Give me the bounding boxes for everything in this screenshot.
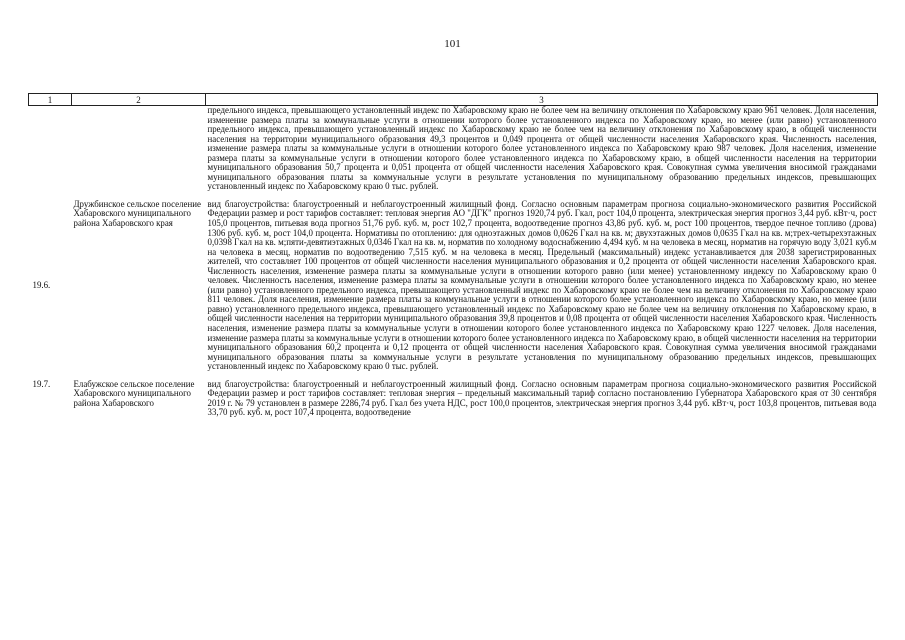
column-header-1: 1 xyxy=(29,94,72,106)
row-number: 19.7. xyxy=(32,378,51,389)
regulation-table xyxy=(28,93,878,418)
table-row xyxy=(29,380,878,418)
municipality-name: Дружбинское сельское поселение Хабаровского муниципального района Хабаровского края xyxy=(73,198,201,229)
row-description: предельного индекса, превышающего установленный индекс по Хабаровскому краю не более чем на величину отклонения по Хабаровскому краю 961 человек. Доля населения, изменение размера платы за коммунальные услуги в отношении которого более установленного индекса по Хабаровскому краю, но менее (или равно) установленного предельного индекса, превышающего установленный индекс по Хабаровскому краю не более чем на величину отклонения по Хабаровскому краю, в общей численности населения на территории муниципального образования 49,3 процентов и 0,049 процента от общей численности населения Хабаровского края. Численность населения, изменение размера платы за коммунальные услуги в отношении которого более установленного индекса по Хабаровскому краю 987 человек. Доля населения, изменение размера платы за коммунальные услуги в отношении которого более установленного индекса по Хабаровскому краю, в общей численности населения на территории муниципального образования 50,7 процента и 0,051 процента от общей численности населения Хабаровского края. Совокупная сумма увеличения вносимой гражданами муниципального образования платы за коммунальные услуги в результате установления по муниципальному образованию предельных индексов, превышающих установленный индекс по Хабаровскому краю 0 тыс. рублей. xyxy=(207,105,877,192)
column-header-3: 3 xyxy=(206,94,878,106)
table-row xyxy=(29,200,878,372)
row-description: вид благоустройства: благоустроенный и неблагоустроенный жилищный фонд. Согласно основным параметрам прогноза социально-экономического развития Российской Федерации размер и рост тарифов составляет: тепловая энергия – предельный максимальный тариф согласно постановлению Губернатора Хабаровского края от 30 сентября 2019 г. № 79 установлен в размере 2286,74 руб. Гкал без учета НДС, рост 100,0 процентов, электрическая энергия прогноз 3,44 руб. кВт·ч, рост 103,8 процентов, питьевая вода 33,70 руб. куб. м, рост 107,4 процента, водоотведение xyxy=(207,378,877,418)
table-row xyxy=(29,106,878,192)
municipality-name: Елабужское сельское поселение Хабаровского муниципального района Хабаровского xyxy=(73,378,195,408)
row-description: вид благоустройства: благоустроенный и неблагоустроенный жилищный фонд. Согласно основным параметрам прогноза социально-экономического развития Российской Федерации размер и рост тарифов составляет: тепловая энергия АО "ДГК" прогноз 1920,74 руб. Гкал, рост 104,0 процента, электрическая энергия прогноз 3,44 руб. кВт·ч, рост 105,0 процентов, питьевая вода прогноз 51,76 руб. куб. м, рост 102,7 процента, водоотведение прогноз 43,86 руб. куб. м, рост 100 процентов, твердое печное топливо (дрова) 1306 руб. куб. м, рост 104,0 процента. Нормативы по отоплению: для одноэтажных домов 0,0626 Гкал на кв. м; двухэтажных домов 0,0635 Гкал на кв. м;трех-четырехэтажных 0,0398 Гкал на кв. м;пяти-девятиэтажных 0,0346 Гкал на кв. м, норматив по холодному водоснабжению 4,494 куб. м на человека в месяц, норматив на горячую воду 3,021 куб.м на человека в месяц, норматив по водоотведению 7,515 куб. м на человека в месяц. Предельный (максимальный) индекс устанавливается для 2038 зарегистрированных жителей, что составляет 100 процентов от общей численности населения муниципального образования и 0,2 процента от общей численности населения Хабаровского края. Численность населения, изменение размера платы за коммунальные услуги в отношении которого равно (или менее) установленному индексу по Хабаровскому краю 0 человек. Численность населения, изменение размера платы за коммунальные услуги в отношении которого более установленного индекса по Хабаровскому краю, но менее (или равно) установленного предельного индекса, превышающего установленный индекс по Хабаровскому краю не более чем на величину отклонения по Хабаровскому краю 811 человек. Доля населения, изменение размера платы за коммунальные услуги в отношении которого более установленного индекса по Хабаровскому краю, но менее (или равно) установленного предельного индекса, превышающего установленный индекс по Хабаровскому краю не более чем на величину отклонения по Хабаровскому краю, в общей численности населения на территории муниципального образования 39,8 процентов и 0,08 процента от общей численности населения Хабаровского края. Численность населения, изменение размера платы за коммунальные услуги в отношении которого более установленного индекса по Хабаровскому краю 1227 человек. Доля населения, изменение размера платы за коммунальные услуги в отношении которого более установленного индекса по Хабаровскому краю, в общей численности населения на территории муниципального образования 60,2 процента и 0,12 процента от общей численности населения Хабаровского края. Совокупная сумма увеличения вносимой гражданами муниципального образования платы за коммунальные услуги в результате установления по муниципальному образованию предельных индексов, превышающих установленный индекс по Хабаровскому краю 0 тыс. рублей. xyxy=(207,198,877,372)
page-number: 101 xyxy=(444,38,461,50)
table-header xyxy=(29,94,878,106)
municipality-name xyxy=(72,106,206,192)
row-number xyxy=(29,106,72,192)
row-number: 19.6. xyxy=(32,280,51,291)
column-header-2: 2 xyxy=(72,94,206,106)
header-row xyxy=(29,94,878,106)
